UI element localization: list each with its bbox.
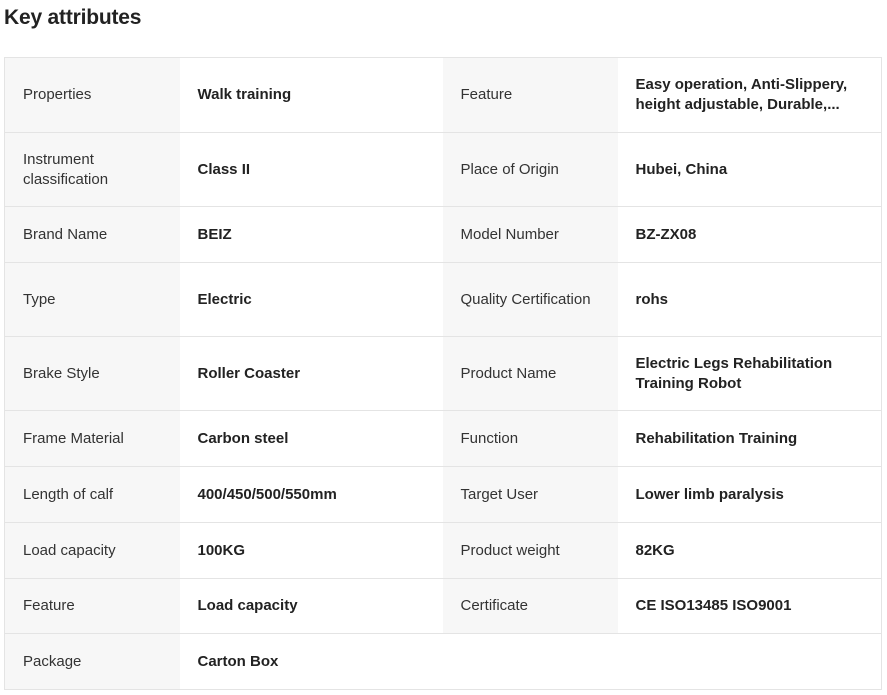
- table-row: [5, 579, 882, 634]
- table-row: [5, 207, 882, 263]
- attribute-label: Brake Style: [5, 337, 180, 411]
- attribute-label: Place of Origin: [443, 133, 618, 207]
- attribute-value: CE ISO13485 ISO9001: [618, 579, 882, 634]
- attribute-label: Target User: [443, 467, 618, 523]
- attribute-label: Quality Certification: [443, 263, 618, 337]
- table-row: [5, 58, 882, 133]
- attribute-value: Carton Box: [180, 634, 443, 690]
- attribute-label: Product Name: [443, 337, 618, 411]
- attribute-value: Lower limb paralysis: [618, 467, 882, 523]
- attribute-value: 400/450/500/550mm: [180, 467, 443, 523]
- attribute-value: Hubei, China: [618, 133, 882, 207]
- table-row: [5, 337, 882, 411]
- attribute-label: Model Number: [443, 207, 618, 263]
- attribute-label: Brand Name: [5, 207, 180, 263]
- attribute-label: Feature: [443, 58, 618, 133]
- attribute-value: Load capacity: [180, 579, 443, 634]
- table-row: [5, 263, 882, 337]
- attribute-value: Roller Coaster: [180, 337, 443, 411]
- attribute-label: Properties: [5, 58, 180, 133]
- table-row: [5, 467, 882, 523]
- attribute-value: Electric Legs Rehabilitation Training Robot: [618, 337, 882, 411]
- attribute-label: Feature: [5, 579, 180, 634]
- attribute-value: Class II: [180, 133, 443, 207]
- attribute-label: Certificate: [443, 579, 618, 634]
- attribute-value: 82KG: [618, 523, 882, 579]
- attribute-value: Carbon steel: [180, 411, 443, 467]
- attribute-value: rohs: [618, 263, 882, 337]
- attribute-label: Product weight: [443, 523, 618, 579]
- attribute-value: Walk training: [180, 58, 443, 133]
- attribute-value: 100KG: [180, 523, 443, 579]
- attribute-value: BZ-ZX08: [618, 207, 882, 263]
- attribute-label: Function: [443, 411, 618, 467]
- table-row: [5, 523, 882, 579]
- table-row: [5, 634, 882, 690]
- attribute-label: Frame Material: [5, 411, 180, 467]
- attribute-label: Package: [5, 634, 180, 690]
- attribute-value: Easy operation, Anti-Slippery, height adjustable, Durable,...: [618, 58, 882, 133]
- empty-cell: [443, 634, 618, 690]
- attribute-value: BEIZ: [180, 207, 443, 263]
- table-row: [5, 411, 882, 467]
- attribute-label: Type: [5, 263, 180, 337]
- attribute-value: Rehabilitation Training: [618, 411, 882, 467]
- attribute-value: Electric: [180, 263, 443, 337]
- attribute-label: Length of calf: [5, 467, 180, 523]
- attribute-label: Load capacity: [5, 523, 180, 579]
- key-attributes-table: [4, 57, 882, 690]
- section-title: Key attributes: [4, 6, 142, 29]
- table-row: [5, 133, 882, 207]
- empty-cell: [618, 634, 882, 690]
- attribute-label: Instrument classification: [5, 133, 180, 207]
